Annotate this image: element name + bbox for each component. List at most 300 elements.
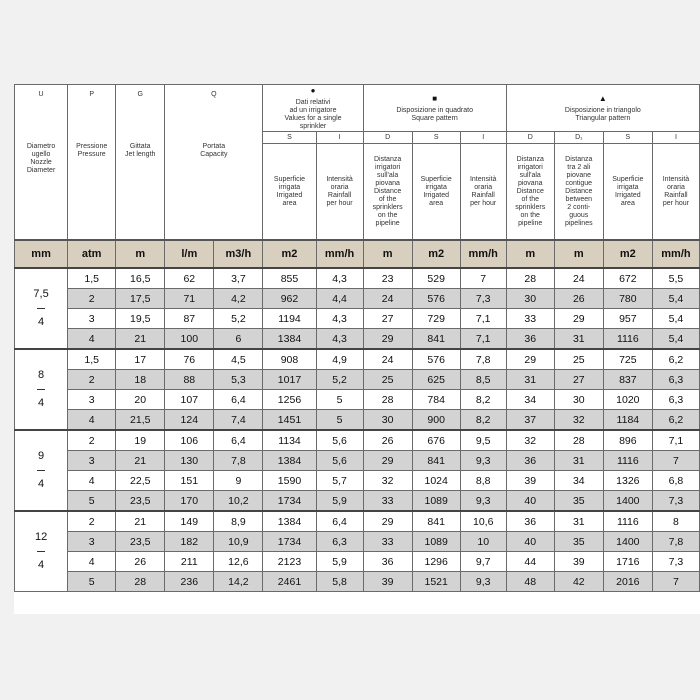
nozzle-diameter-cell (15, 349, 68, 430)
table-cell: 1400 (603, 491, 652, 512)
table-cell: 26 (554, 289, 603, 309)
table-cell: 19,5 (116, 309, 165, 329)
table-cell: 29 (363, 451, 412, 471)
table-cell: 9,3 (460, 572, 506, 592)
table-cell: 4 (68, 329, 116, 350)
table-cell: 1194 (263, 309, 316, 329)
table-cell: 1400 (603, 532, 652, 552)
table-cell: 9,3 (460, 491, 506, 512)
table-cell: 26 (116, 552, 165, 572)
triangular-pattern-header (506, 85, 699, 132)
table-cell: 529 (412, 268, 460, 289)
table-row (15, 471, 700, 491)
table-cell: 1451 (263, 410, 316, 431)
table-cell: 23,5 (116, 491, 165, 512)
table-cell: 36 (506, 329, 554, 350)
unit-cell: m (506, 240, 554, 268)
table-cell: 2 (68, 289, 116, 309)
table-cell: 2 (68, 511, 116, 532)
table-cell: 957 (603, 309, 652, 329)
table-cell: 23 (363, 268, 412, 289)
table-cell: 1590 (263, 471, 316, 491)
table-cell: 26 (363, 430, 412, 451)
capacity-header (165, 85, 263, 241)
triangle-distance-label: Distanza irrigatori sull'ala piovana Distance of the sprinklers on the pipeline (506, 144, 554, 241)
triangle-s-code: S (603, 132, 652, 144)
table-cell: 1716 (603, 552, 652, 572)
table-cell: 7 (460, 268, 506, 289)
table-cell: 28 (506, 268, 554, 289)
table-cell: 1734 (263, 532, 316, 552)
nozzle-secondary-diameter: 4 (38, 559, 45, 571)
table-cell: 1384 (263, 329, 316, 350)
table-cell: 124 (165, 410, 214, 431)
triangle-icon: ▲ (598, 94, 607, 103)
table-row (15, 451, 700, 471)
table-cell: 27 (554, 370, 603, 390)
unit-cell: l/m (165, 240, 214, 268)
square-distance-label: Distanza irrigatori sull'ala piovana Distance of the sprinklers on the pipeline (363, 144, 412, 241)
square-pattern-title: Disposizione in quadrato Square pattern (396, 107, 473, 122)
unit-cell: m2 (412, 240, 460, 268)
table-cell: 1184 (603, 410, 652, 431)
table-cell: 729 (412, 309, 460, 329)
table-cell: 1256 (263, 390, 316, 410)
table-cell: 32 (363, 471, 412, 491)
table-row (15, 532, 700, 552)
capacity-code: Q (211, 91, 217, 98)
nozzle-secondary-diameter: 4 (38, 478, 45, 490)
table-cell: 5 (68, 491, 116, 512)
table-cell: 1296 (412, 552, 460, 572)
table-row (15, 552, 700, 572)
table-cell: 5,2 (214, 309, 263, 329)
nozzle-fraction (37, 369, 45, 410)
table-cell: 7,8 (214, 451, 263, 471)
table-cell: 1017 (263, 370, 316, 390)
unit-cell: mm (15, 240, 68, 268)
table-row (15, 511, 700, 532)
table-cell: 1384 (263, 451, 316, 471)
table-row (15, 268, 700, 289)
table-cell: 4,4 (316, 289, 363, 309)
table-row (15, 572, 700, 592)
table-header (15, 85, 700, 241)
triangle-d-code: D (506, 132, 554, 144)
table-cell: 39 (363, 572, 412, 592)
table-cell: 42 (554, 572, 603, 592)
table-cell: 1024 (412, 471, 460, 491)
table-cell: 31 (554, 451, 603, 471)
table-cell: 855 (263, 268, 316, 289)
table-cell: 170 (165, 491, 214, 512)
pressure-code: P (89, 91, 95, 98)
single-i-code: I (316, 132, 363, 144)
triangle-i-code: I (652, 132, 699, 144)
nozzle-fraction (35, 531, 47, 572)
table-cell: 44 (506, 552, 554, 572)
table-cell: 211 (165, 552, 214, 572)
table-cell: 1020 (603, 390, 652, 410)
table-cell: 28 (554, 430, 603, 451)
table-cell: 21,5 (116, 410, 165, 431)
table-cell: 29 (363, 329, 412, 350)
triangle-d1-code: D₁ (554, 132, 603, 144)
jet-length-code: G (137, 91, 143, 98)
nozzle-fraction (33, 288, 48, 329)
unit-cell: m (554, 240, 603, 268)
table-cell: 30 (506, 289, 554, 309)
table-cell: 5 (316, 410, 363, 431)
table-cell: 6,4 (214, 390, 263, 410)
table-cell: 1521 (412, 572, 460, 592)
table-cell: 962 (263, 289, 316, 309)
table-cell: 4 (68, 552, 116, 572)
table-cell: 62 (165, 268, 214, 289)
triangular-pattern-title: Disposizione in triangolo Triangular pattern (564, 107, 641, 122)
table-cell: 5,7 (316, 471, 363, 491)
table-cell: 21 (116, 451, 165, 471)
table-cell: 106 (165, 430, 214, 451)
table-cell: 841 (412, 329, 460, 350)
table-cell: 6,4 (316, 511, 363, 532)
table-cell: 1089 (412, 491, 460, 512)
unit-cell: m2 (263, 240, 316, 268)
table-cell: 2016 (603, 572, 652, 592)
table-cell: 10,9 (214, 532, 263, 552)
nozzle-secondary-diameter: 4 (38, 316, 45, 328)
table-cell: 5,9 (316, 552, 363, 572)
capacity-label: Portata Capacity (200, 143, 228, 158)
table-cell: 4,9 (316, 349, 363, 370)
table-cell: 19 (116, 430, 165, 451)
table-row (15, 410, 700, 431)
table-cell: 1116 (603, 511, 652, 532)
jet-length-label: Gittata Jet length (125, 143, 156, 158)
table-cell: 784 (412, 390, 460, 410)
table-cell: 3 (68, 309, 116, 329)
nozzle-main-diameter: 7,5 (33, 288, 49, 300)
table-cell: 6 (214, 329, 263, 350)
square-d-code: D (363, 132, 412, 144)
table-cell: 36 (506, 511, 554, 532)
table-cell: 31 (506, 370, 554, 390)
table-cell: 9,3 (460, 451, 506, 471)
table-cell: 9,7 (460, 552, 506, 572)
table-cell: 36 (363, 552, 412, 572)
table-cell: 28 (363, 390, 412, 410)
table-cell: 5,3 (214, 370, 263, 390)
table-cell: 10,6 (460, 511, 506, 532)
table-cell: 21 (116, 511, 165, 532)
table-cell: 2123 (263, 552, 316, 572)
table-cell: 3 (68, 532, 116, 552)
triangle-surface-label: Superficie irrigata Irrigated area (603, 144, 652, 241)
table-cell: 71 (165, 289, 214, 309)
triangle-pipeline-distance-label: Distanza tra 2 ali piovane contigue Distance between 2 conti- guous pipelines (554, 144, 603, 241)
table-cell: 34 (506, 390, 554, 410)
table-cell: 837 (603, 370, 652, 390)
table-cell: 8,2 (460, 390, 506, 410)
table-cell: 5,8 (316, 572, 363, 592)
table-cell: 4,3 (316, 309, 363, 329)
table-cell: 1384 (263, 511, 316, 532)
table-cell: 5,4 (652, 329, 699, 350)
unit-cell: m2 (603, 240, 652, 268)
table-cell: 33 (506, 309, 554, 329)
table-cell: 31 (554, 511, 603, 532)
table-cell: 841 (412, 511, 460, 532)
table-cell: 7,8 (652, 532, 699, 552)
table-cell: 4 (68, 471, 116, 491)
table-cell: 2 (68, 430, 116, 451)
nozzle-main-diameter: 9 (38, 450, 45, 462)
table-cell: 7,1 (652, 430, 699, 451)
table-cell: 5,2 (316, 370, 363, 390)
triangle-intensity-label: Intensità oraria Rainfall per hour (652, 144, 699, 241)
units-row (15, 240, 700, 268)
table-cell: 576 (412, 349, 460, 370)
square-intensity-label: Intensità oraria Rainfall per hour (460, 144, 506, 241)
table-row (15, 289, 700, 309)
table-cell: 18 (116, 370, 165, 390)
fraction-bar (37, 389, 45, 390)
table-cell: 33 (363, 532, 412, 552)
nozzle-main-diameter: 12 (34, 531, 48, 543)
square-surface-label: Superficie irrigata Irrigated area (412, 144, 460, 241)
table-cell: 896 (603, 430, 652, 451)
table-cell: 6,3 (316, 532, 363, 552)
table-cell: 39 (554, 552, 603, 572)
table-cell: 236 (165, 572, 214, 592)
table-cell: 1,5 (68, 349, 116, 370)
table-cell: 10,2 (214, 491, 263, 512)
table-cell: 1116 (603, 329, 652, 350)
nozzle-diameter-cell (15, 511, 68, 592)
table-row (15, 370, 700, 390)
table-cell: 7,8 (460, 349, 506, 370)
table-cell: 100 (165, 329, 214, 350)
table-cell: 28 (116, 572, 165, 592)
nozzle-code: U (38, 91, 44, 98)
table-cell: 908 (263, 349, 316, 370)
fraction-bar (37, 470, 45, 471)
table-row (15, 491, 700, 512)
single-surface-label: Superficie irrigata Irrigated area (263, 144, 316, 241)
table-cell: 39 (506, 471, 554, 491)
table-cell: 6,8 (652, 471, 699, 491)
nozzle-diameter-cell (15, 430, 68, 511)
table-cell: 1116 (603, 451, 652, 471)
table-cell: 2 (68, 370, 116, 390)
table-cell: 23,5 (116, 532, 165, 552)
table-cell: 1326 (603, 471, 652, 491)
table-cell: 17 (116, 349, 165, 370)
single-intensity-label: Intensità oraria Rainfall per hour (316, 144, 363, 241)
unit-cell: m (116, 240, 165, 268)
table-cell: 5,4 (652, 289, 699, 309)
table-cell: 7 (652, 451, 699, 471)
table-cell: 30 (554, 390, 603, 410)
fraction-bar (37, 308, 45, 309)
table-cell: 6,2 (652, 410, 699, 431)
table-cell: 1134 (263, 430, 316, 451)
table-cell: 7,3 (652, 491, 699, 512)
sprinkler-performance-sheet (14, 84, 700, 614)
table-cell: 32 (554, 410, 603, 431)
table-cell: 182 (165, 532, 214, 552)
table-cell: 6,3 (652, 370, 699, 390)
table-cell: 8 (652, 511, 699, 532)
units-row-group (15, 240, 700, 268)
table-cell: 31 (554, 329, 603, 350)
table-cell: 40 (506, 491, 554, 512)
table-cell: 672 (603, 268, 652, 289)
table-cell: 7,4 (214, 410, 263, 431)
table-cell: 5,6 (316, 451, 363, 471)
nozzle-label: Diametro ugello Nozzle Diameter (26, 143, 56, 174)
jet-length-header (116, 85, 165, 241)
square-icon: ■ (432, 94, 438, 103)
table-cell: 76 (165, 349, 214, 370)
table-cell: 21 (116, 329, 165, 350)
table-cell: 29 (506, 349, 554, 370)
table-cell: 40 (506, 532, 554, 552)
table-cell: 149 (165, 511, 214, 532)
table-row (15, 329, 700, 350)
table-cell: 37 (506, 410, 554, 431)
table-cell: 25 (554, 349, 603, 370)
table-cell: 5,5 (652, 268, 699, 289)
nozzle-fraction (37, 450, 45, 491)
table-cell: 36 (506, 451, 554, 471)
unit-cell: m3/h (214, 240, 263, 268)
sprinkler-performance-table (14, 84, 700, 592)
table-cell: 1089 (412, 532, 460, 552)
table-cell: 17,5 (116, 289, 165, 309)
table-cell: 4 (68, 410, 116, 431)
table-cell: 5,4 (652, 309, 699, 329)
table-cell: 4,5 (214, 349, 263, 370)
table-cell: 107 (165, 390, 214, 410)
single-sprinkler-title: Dati relativi ad un irrigatore Values for a single sprinkler (284, 99, 342, 130)
table-cell: 5,6 (316, 430, 363, 451)
pressure-label: Pressione Pressure (76, 143, 108, 158)
table-cell: 5,9 (316, 491, 363, 512)
table-cell: 14,2 (214, 572, 263, 592)
table-cell: 5 (68, 572, 116, 592)
table-cell: 1734 (263, 491, 316, 512)
table-cell: 4,2 (214, 289, 263, 309)
table-cell: 3,7 (214, 268, 263, 289)
table-cell: 24 (363, 349, 412, 370)
table-cell: 34 (554, 471, 603, 491)
table-cell: 3 (68, 451, 116, 471)
table-cell: 24 (363, 289, 412, 309)
table-cell: 3 (68, 390, 116, 410)
nozzle-main-diameter: 8 (38, 369, 45, 381)
unit-cell: atm (68, 240, 116, 268)
single-sprinkler-header (263, 85, 363, 132)
unit-cell: mm/h (460, 240, 506, 268)
data-rows (15, 268, 700, 592)
table-cell: 24 (554, 268, 603, 289)
table-row (15, 349, 700, 370)
table-cell: 7,1 (460, 329, 506, 350)
table-cell: 7,3 (460, 289, 506, 309)
table-cell: 33 (363, 491, 412, 512)
table-cell: 35 (554, 491, 603, 512)
table-cell: 5 (316, 390, 363, 410)
table-cell: 9,5 (460, 430, 506, 451)
table-cell: 2461 (263, 572, 316, 592)
table-cell: 4,3 (316, 329, 363, 350)
table-cell: 10 (460, 532, 506, 552)
table-cell: 35 (554, 532, 603, 552)
table-cell: 576 (412, 289, 460, 309)
table-cell: 6,4 (214, 430, 263, 451)
table-cell: 151 (165, 471, 214, 491)
table-cell: 7 (652, 572, 699, 592)
table-cell: 88 (165, 370, 214, 390)
table-cell: 130 (165, 451, 214, 471)
square-i-code: I (460, 132, 506, 144)
circle-icon: ● (310, 86, 316, 95)
table-cell: 8,5 (460, 370, 506, 390)
table-cell: 16,5 (116, 268, 165, 289)
table-cell: 25 (363, 370, 412, 390)
table-cell: 48 (506, 572, 554, 592)
nozzle-diameter-header (15, 85, 68, 241)
pressure-header (68, 85, 116, 241)
table-cell: 900 (412, 410, 460, 431)
table-cell: 22,5 (116, 471, 165, 491)
nozzle-diameter-cell (15, 268, 68, 349)
unit-cell: m (363, 240, 412, 268)
table-cell: 841 (412, 451, 460, 471)
table-cell: 87 (165, 309, 214, 329)
table-cell: 7,3 (652, 552, 699, 572)
nozzle-secondary-diameter: 4 (38, 397, 45, 409)
table-cell: 625 (412, 370, 460, 390)
table-cell: 7,1 (460, 309, 506, 329)
table-cell: 6,2 (652, 349, 699, 370)
table-cell: 6,3 (652, 390, 699, 410)
table-cell: 20 (116, 390, 165, 410)
table-row (15, 390, 700, 410)
unit-cell: mm/h (652, 240, 699, 268)
table-cell: 780 (603, 289, 652, 309)
table-cell: 8,9 (214, 511, 263, 532)
unit-cell: mm/h (316, 240, 363, 268)
table-cell: 8,8 (460, 471, 506, 491)
table-row (15, 430, 700, 451)
table-cell: 725 (603, 349, 652, 370)
table-cell: 4,3 (316, 268, 363, 289)
table-cell: 29 (554, 309, 603, 329)
table-cell: 32 (506, 430, 554, 451)
table-cell: 27 (363, 309, 412, 329)
table-cell: 12,6 (214, 552, 263, 572)
table-cell: 1,5 (68, 268, 116, 289)
square-pattern-header (363, 85, 506, 132)
table-cell: 29 (363, 511, 412, 532)
single-s-code: S (263, 132, 316, 144)
table-cell: 8,2 (460, 410, 506, 431)
square-s-code: S (412, 132, 460, 144)
table-cell: 676 (412, 430, 460, 451)
fraction-bar (37, 551, 45, 552)
